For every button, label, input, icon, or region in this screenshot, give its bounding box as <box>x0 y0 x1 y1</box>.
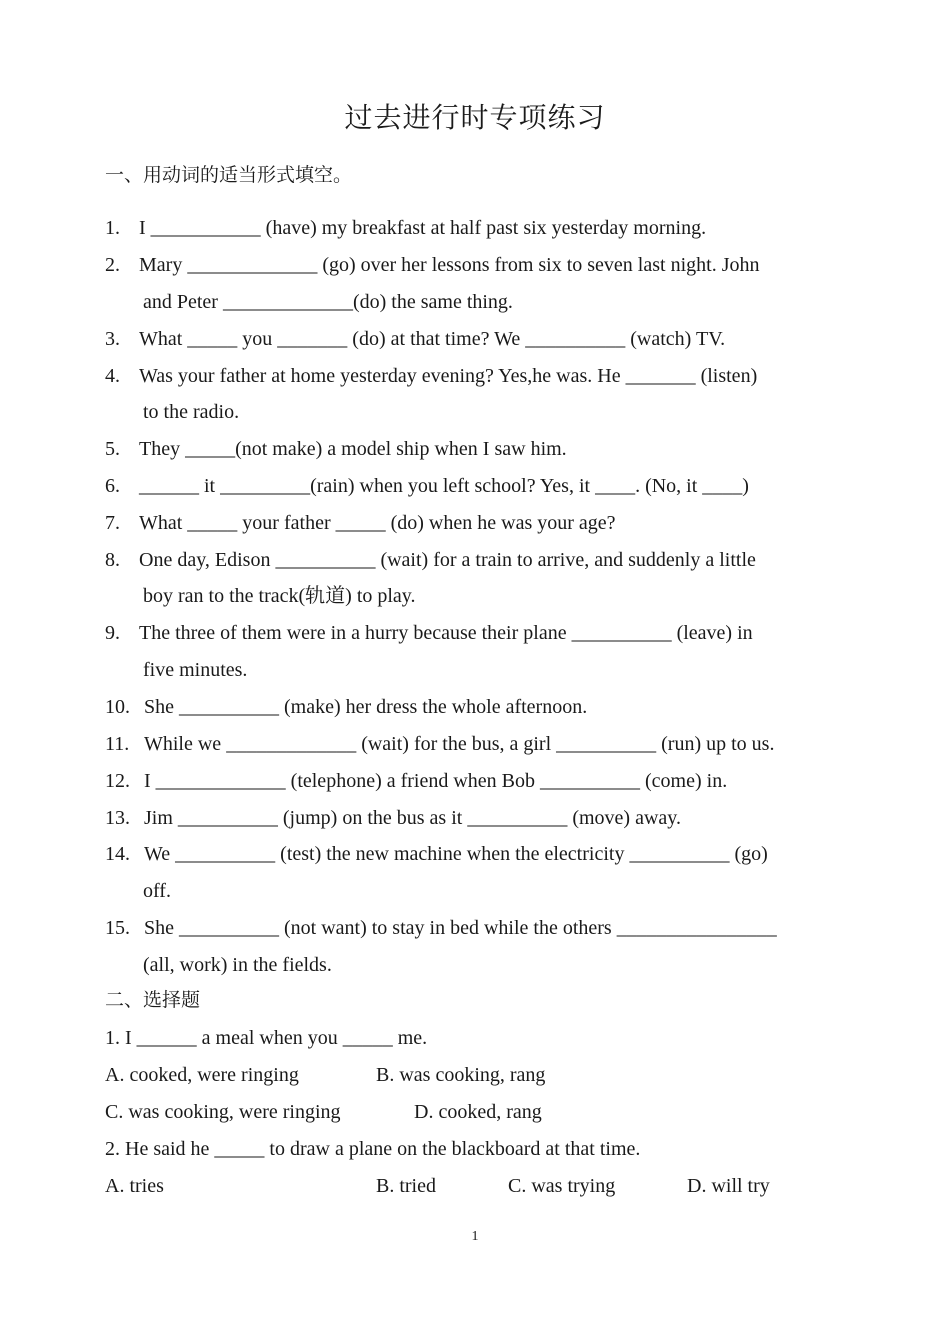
mc-q1-option-a: A. cooked, were ringing <box>105 1064 299 1086</box>
fill-item-14: 14. We __________ (test) the new machine when the electricity __________ (go) <box>105 843 768 865</box>
fill-item-2-cont: and Peter _____________(do) the same thing. <box>143 291 513 313</box>
fill-item-14-cont: off. <box>143 880 171 902</box>
fill-item-13: 13. Jim __________ (jump) on the bus as it __________ (move) away. <box>105 807 681 829</box>
mc-question-2: 2. He said he _____ to draw a plane on the blackboard at that time. <box>105 1138 641 1160</box>
mc-q2-option-b: B. tried <box>376 1175 436 1197</box>
fill-item-4: 4. Was your father at home yesterday evening? Yes,he was. He _______ (listen) <box>105 365 758 387</box>
fill-item-15: 15. She __________ (not want) to stay in bed while the others ________________ <box>105 917 777 939</box>
mc-q2-option-d: D. will try <box>687 1175 770 1197</box>
mc-q2-option-a: A. tries <box>105 1175 164 1197</box>
section-1-heading: 一、用动词的适当形式填空。 <box>105 165 353 186</box>
fill-item-3: 3. What _____ you _______ (do) at that time? We __________ (watch) TV. <box>105 328 726 350</box>
fill-item-2: 2. Mary _____________ (go) over her lessons from six to seven last night. John <box>105 254 760 276</box>
mc-q2-option-c: C. was trying <box>508 1175 616 1197</box>
fill-item-1: 1. I ___________ (have) my breakfast at half past six yesterday morning. <box>105 217 707 239</box>
mc-q1-option-b: B. was cooking, rang <box>376 1064 546 1086</box>
fill-item-7: 7. What _____ your father _____ (do) when he was your age? <box>105 512 616 534</box>
fill-item-11: 11. While we _____________ (wait) for the bus, a girl __________ (run) up to us. <box>105 733 775 755</box>
fill-item-4-cont: to the radio. <box>143 401 240 423</box>
fill-item-8: 8. One day, Edison __________ (wait) for a train to arrive, and suddenly a little <box>105 549 756 571</box>
mc-question-1: 1. I ______ a meal when you _____ me. <box>105 1027 428 1049</box>
mc-q1-option-c: C. was cooking, were ringing <box>105 1101 341 1123</box>
fill-item-6: 6. ______ it _________(rain) when you left school? Yes, it ____. (No, it ____) <box>105 475 749 497</box>
section-2-heading: 二、选择题 <box>105 990 201 1011</box>
fill-item-9: 9. The three of them were in a hurry because their plane __________ (leave) in <box>105 622 753 644</box>
fill-item-15-cont: (all, work) in the fields. <box>143 954 332 976</box>
fill-item-12: 12. I _____________ (telephone) a friend when Bob __________ (come) in. <box>105 770 728 792</box>
mc-q1-option-d: D. cooked, rang <box>414 1101 542 1123</box>
fill-item-5: 5. They _____(not make) a model ship when I saw him. <box>105 438 567 460</box>
page-title: 过去进行时专项练习 <box>344 103 606 134</box>
page-number: 1 <box>471 1229 479 1244</box>
fill-item-9-cont: five minutes. <box>143 659 248 681</box>
fill-item-8-cont: boy ran to the track(轨道) to play. <box>143 585 416 607</box>
fill-item-10: 10. She __________ (make) her dress the whole afternoon. <box>105 696 588 718</box>
